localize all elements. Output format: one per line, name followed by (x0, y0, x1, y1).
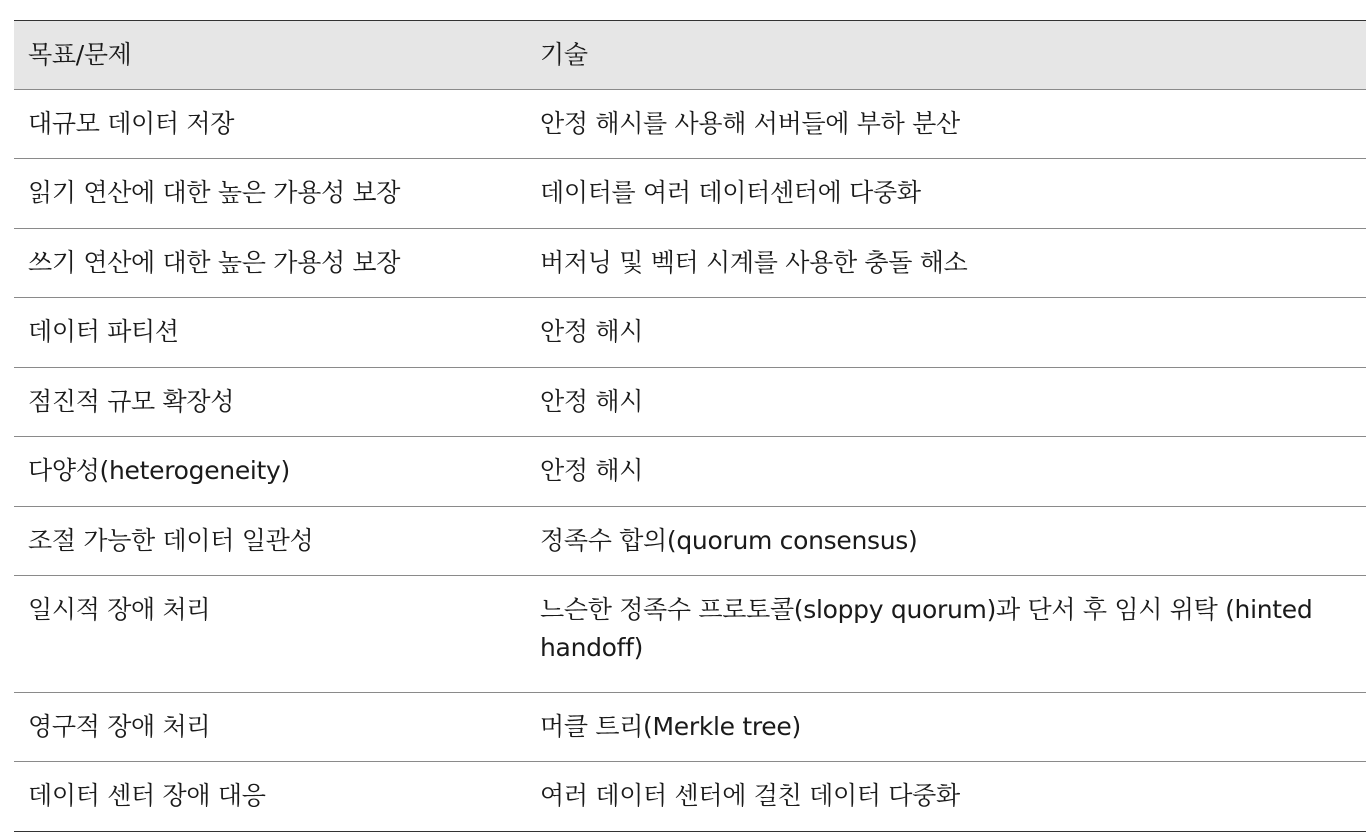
table-row (14, 90, 1366, 159)
technique-cell: 데이터를 여러 데이터센터에 다중화 (540, 178, 921, 207)
table-row (14, 507, 1366, 576)
column-header-technique: 기술 (540, 40, 588, 69)
technique-cell: 안정 해시 (540, 387, 644, 416)
goal-cell: 데이터 파티션 (28, 317, 179, 346)
table-row (14, 693, 1366, 762)
technique-cell: 안정 해시 (540, 317, 644, 346)
table-header-row (14, 21, 1366, 90)
technique-cell: 여러 데이터 센터에 걸친 데이터 다중화 (540, 781, 960, 810)
goal-cell: 대규모 데이터 저장 (28, 109, 235, 138)
technique-cell: 정족수 합의(quorum consensus) (540, 526, 918, 555)
table-row (14, 437, 1366, 507)
technique-cell: 느슨한 정족수 프로토콜(sloppy quorum)과 단서 후 임시 위탁 (hinted handoff) (540, 595, 1313, 662)
goal-cell: 읽기 연산에 대한 높은 가용성 보장 (28, 178, 401, 207)
technique-cell: 머클 트리(Merkle tree) (540, 712, 801, 741)
technique-cell: 버저닝 및 벡터 시계를 사용한 충돌 해소 (540, 248, 968, 277)
table-row (14, 576, 1366, 693)
goal-cell: 일시적 장애 처리 (28, 595, 211, 624)
table-row (14, 298, 1366, 368)
goal-cell: 데이터 센터 장애 대응 (28, 781, 266, 810)
table-row (14, 159, 1366, 229)
table-row (14, 762, 1366, 832)
goal-cell: 점진적 규모 확장성 (28, 387, 235, 416)
table-row (14, 368, 1366, 437)
technique-cell: 안정 해시를 사용해 서버들에 부하 분산 (540, 109, 960, 138)
technique-cell: 안정 해시 (540, 456, 644, 485)
goal-cell: 쓰기 연산에 대한 높은 가용성 보장 (28, 248, 401, 277)
goal-cell: 영구적 장애 처리 (28, 712, 211, 741)
table-row (14, 229, 1366, 298)
column-header-goal: 목표/문제 (28, 40, 132, 69)
goals-techniques-table (14, 20, 1366, 832)
goal-cell: 조절 가능한 데이터 일관성 (28, 526, 314, 555)
goal-cell: 다양성(heterogeneity) (28, 456, 291, 485)
